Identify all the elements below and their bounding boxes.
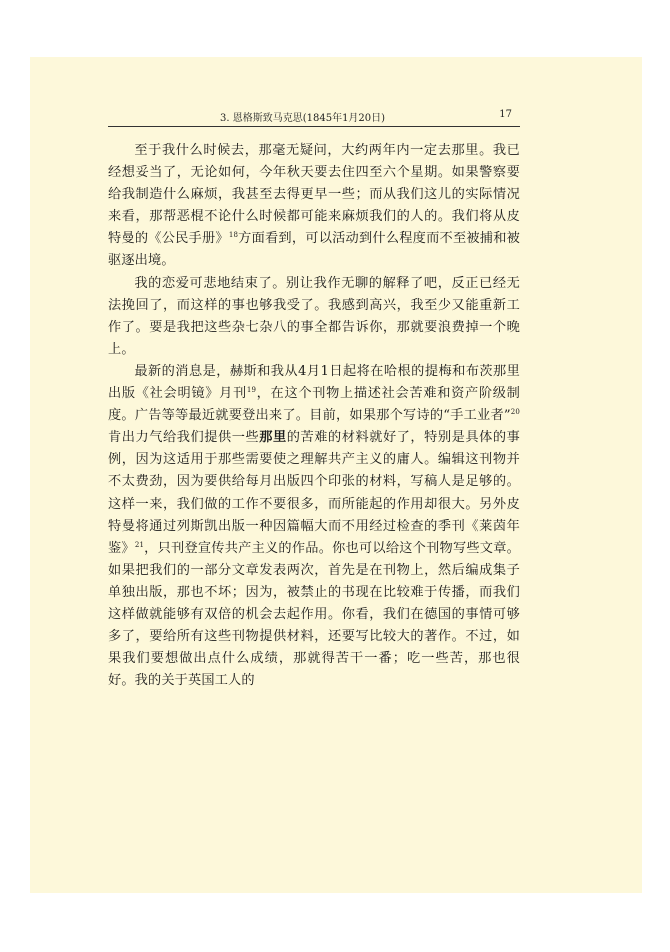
paragraph-3-text-c: 肯出力气给我们提供一些	[108, 430, 260, 446]
paragraph-3-text-b: ，在这个刊物上描述社会苦难和资产阶级制度。广告等等最近就要登出来了。目前，如果那个写诗的“手工业者”	[108, 386, 520, 424]
paragraph-2-text: 我的恋爱可悲地结束了。别让我作无聊的解释了吧，反正已经无法挽回了，而这样的事也够我受了。我感到高兴，我至少又能重新工作了。要是我把这些杂七杂八的事全都告诉你，那就要浪费掉一个晚上。	[108, 275, 520, 357]
footnote-ref-18[interactable]: 18	[228, 231, 239, 240]
paragraph-2	[108, 273, 520, 361]
footnote-ref-21[interactable]: 21	[134, 540, 145, 549]
paragraph-1-text-a: 至于我什么时候去，那毫无疑问，大约两年内一定去那里。我已经想妥当了，无论如何，今年秋天要去住四至六个星期。如果警察要给我制造什么麻烦，我甚至去得更早一些；而从我们这儿的实际情况来看，那帮恶棍不论什么时候都可能来麻烦我们的人的。我们将从皮特曼的《公民手册》	[108, 143, 520, 247]
emphasized-word: 那里	[259, 430, 287, 446]
header-title: 3. 恩格斯致马克思(1845年1月20日)	[220, 113, 386, 124]
footnote-ref-19[interactable]: 19	[246, 386, 257, 395]
paragraph-3	[108, 361, 520, 692]
paragraph-3-text-d: 的苦难的材料就好了，特别是具体的事例，因为这适用于那些需要使之理解共产主义的庸人。编辑这刊物并不太费劲，因为要供给每月出版四个印张的材料，写稿人是足够的。这样一来，我们做的工作不要很多，而所能起的作用却很大。另外皮特曼将通过列斯凯出版一种因篇幅大而不用经过检查的季刊《莱茵年鉴》	[108, 430, 520, 556]
paragraph-3-text-e: ，只刊登宣传共产主义的作品。你也可以给这个刊物写些文章。如果把我们的一部分文章发表两次，首先是在刊物上，然后编成集子单独出版，那也不坏；因为，被禁止的书现在比较难于传播，而我们这样做就能够有双倍的机会去起作用。你看，我们在德国的事情可够多了，要给所有这些刊物提供材料，还要写比较大的著作。不过，如果我们要想做出点什么成绩，那就得苦干一番；吃一些苦，那也很好。我的关于英国工人的	[108, 540, 520, 689]
page-number: 17	[499, 109, 512, 120]
footnote-ref-20[interactable]: 20	[510, 408, 520, 417]
paragraph-1	[108, 140, 520, 273]
letter-body	[108, 140, 520, 692]
paragraph-1-text-b: 方面看到，可以活动到什么程度而不至被捕和被驱逐出境。	[108, 231, 520, 269]
running-header	[108, 104, 520, 127]
paragraph-3-text-a: 最新的消息是，赫斯和我从4月1日起将在哈根的提梅和布茨那里出版《社会明镜》月刊	[108, 363, 520, 402]
